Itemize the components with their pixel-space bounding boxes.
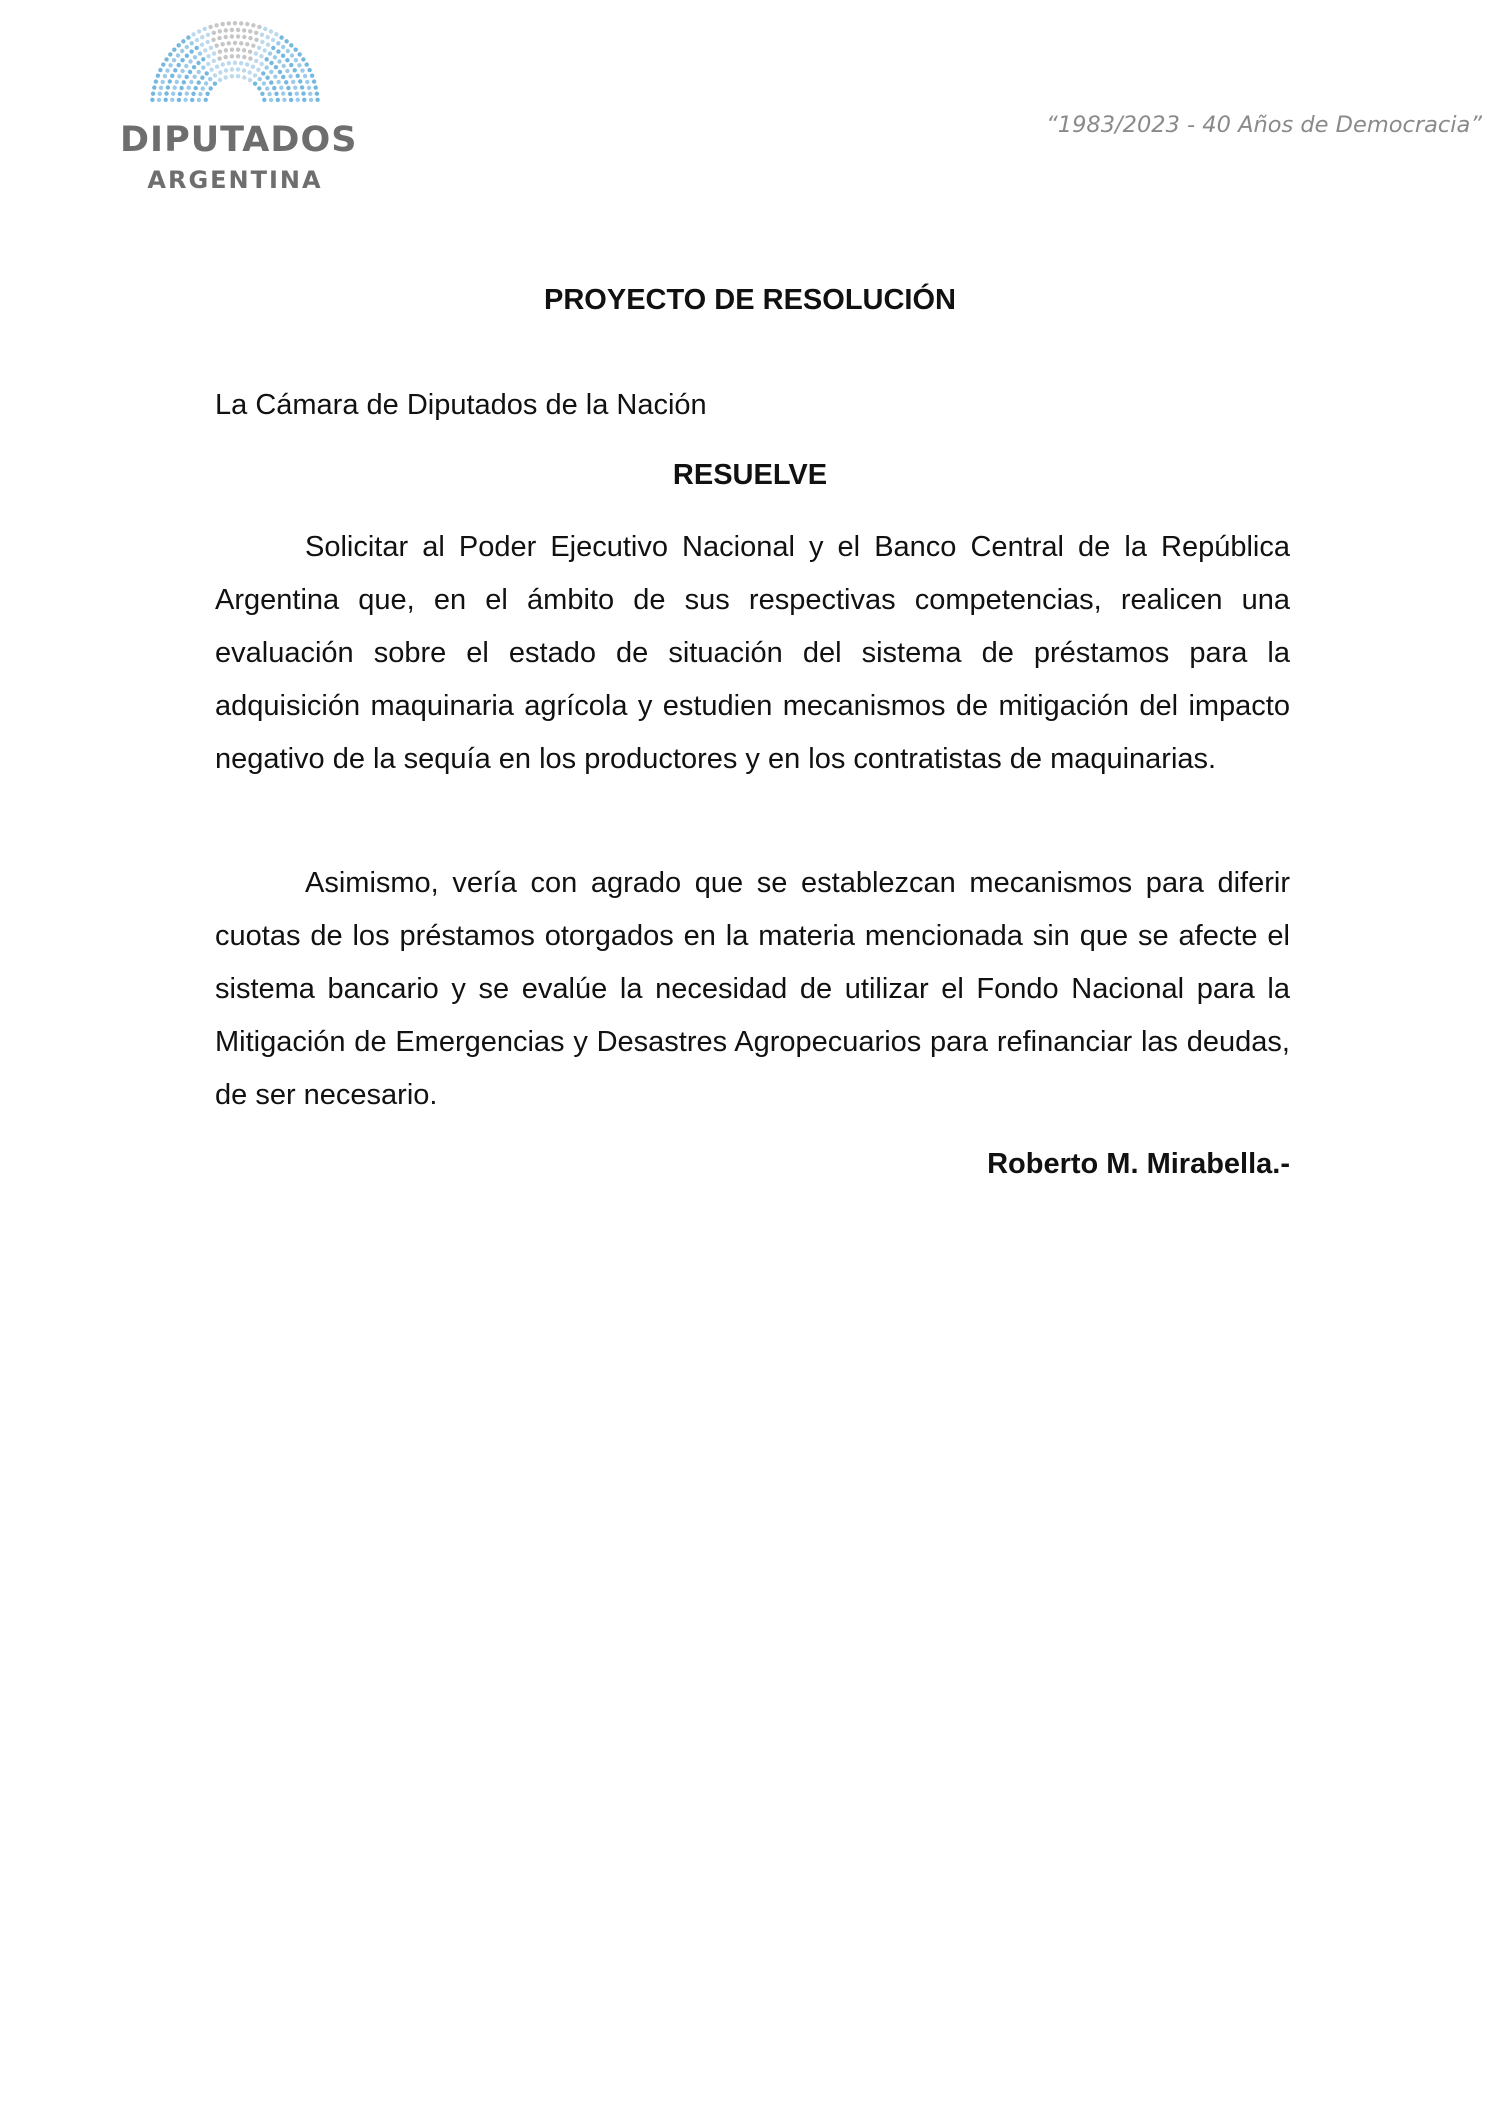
seat-dot <box>269 98 273 102</box>
seat-dot <box>314 85 318 89</box>
seat-dot <box>185 54 189 58</box>
seat-dot <box>190 41 194 45</box>
seat-dot <box>227 61 231 65</box>
seat-dot <box>293 68 297 72</box>
seat-dot <box>269 61 273 65</box>
document-title: PROYECTO DE RESOLUCIÓN <box>544 284 956 316</box>
seat-dot <box>289 63 293 67</box>
seat-dot <box>294 58 298 62</box>
seat-dot <box>208 77 212 81</box>
seat-dot <box>310 74 314 78</box>
seat-dot <box>177 98 181 102</box>
seat-dot <box>248 70 252 74</box>
seat-dot <box>193 75 197 79</box>
seat-dot <box>239 61 243 65</box>
seat-dot <box>267 92 271 96</box>
seat-dot <box>230 54 234 58</box>
seat-dot <box>154 79 158 83</box>
seat-dot <box>256 68 260 72</box>
seat-dot <box>257 25 261 29</box>
seat-dot <box>315 92 319 96</box>
seat-dot <box>224 35 228 39</box>
seat-dot <box>224 75 228 79</box>
seat-dot <box>251 65 255 69</box>
seat-dot <box>201 65 205 69</box>
seat-dot <box>309 98 313 102</box>
seat-dot <box>161 62 165 66</box>
seat-dot <box>218 70 222 74</box>
seat-dot <box>294 48 298 52</box>
seat-dot <box>204 81 208 85</box>
seat-dot <box>212 31 216 35</box>
seat-dot <box>271 46 275 50</box>
seat-dot <box>265 57 269 61</box>
seat-dot <box>224 28 228 32</box>
seat-dot <box>218 50 222 54</box>
seat-dot <box>187 86 191 90</box>
seat-dot <box>260 33 264 37</box>
seat-dot <box>233 41 237 45</box>
seat-dot <box>289 43 293 47</box>
seat-dot <box>274 65 278 69</box>
seat-dot <box>217 56 221 60</box>
seat-dot <box>213 73 217 77</box>
seat-dot <box>248 56 252 60</box>
logo-name: DIPUTADOS <box>120 120 358 160</box>
seat-dot <box>239 41 243 45</box>
seat-dot <box>165 68 169 72</box>
seat-dot <box>258 77 262 81</box>
seat-dot <box>248 29 252 33</box>
seat-dot <box>259 54 263 58</box>
seat-dot <box>284 80 288 84</box>
seat-dot <box>257 86 261 90</box>
seat-dot <box>158 92 162 96</box>
seat-dot <box>179 86 183 90</box>
seat-dot <box>305 62 309 66</box>
seat-dot <box>274 92 278 96</box>
seat-dot <box>303 74 307 78</box>
seat-dot <box>263 48 267 52</box>
seat-dot <box>239 21 243 25</box>
seat-dot <box>276 80 280 84</box>
seat-dot <box>291 80 295 84</box>
seat-dot <box>265 65 269 69</box>
seat-dot <box>296 74 300 78</box>
seat-dot <box>177 43 181 47</box>
seat-dot <box>197 80 201 84</box>
seat-dot <box>254 38 258 42</box>
seat-dot <box>152 85 156 89</box>
seat-dot <box>188 59 192 63</box>
seat-dot <box>285 69 289 73</box>
seat-dot <box>266 35 270 39</box>
seat-dot <box>307 86 311 90</box>
seat-dot <box>198 51 202 55</box>
seat-dot <box>242 35 246 39</box>
seat-dot <box>168 63 172 67</box>
seat-dot <box>254 59 258 63</box>
seat-dot <box>297 63 301 67</box>
seat-dot <box>315 98 319 102</box>
seat-dot <box>276 49 280 53</box>
seat-dot <box>307 68 311 72</box>
seat-dot <box>205 40 209 44</box>
seat-dot <box>218 78 222 82</box>
seat-dot <box>248 78 252 82</box>
seat-dot <box>290 53 294 57</box>
seat-dot <box>189 80 193 84</box>
seat-dot <box>171 92 175 96</box>
seat-dot <box>277 59 281 63</box>
seat-dot <box>269 29 273 33</box>
seat-dot <box>180 58 184 62</box>
seat-dot <box>224 48 228 52</box>
seat-dot <box>253 73 257 77</box>
seat-dot <box>269 80 273 84</box>
seat-dot <box>201 86 205 90</box>
seat-dot <box>206 33 210 37</box>
seat-dot <box>278 70 282 74</box>
seat-dot <box>168 79 172 83</box>
seat-dot <box>269 70 273 74</box>
seat-dot <box>185 91 189 95</box>
seat-dot <box>186 35 190 39</box>
seat-dot <box>281 45 285 49</box>
seat-dot <box>163 74 167 78</box>
seat-dot <box>212 59 216 63</box>
seat-dot <box>195 38 199 42</box>
seat-dot <box>242 75 246 79</box>
seat-dot <box>268 51 272 55</box>
seat-dot <box>260 40 264 44</box>
seat-dot <box>172 58 176 62</box>
seat-dot <box>170 74 174 78</box>
seat-dot <box>159 86 163 90</box>
seat-dot <box>285 58 289 62</box>
seat-dot <box>170 98 174 102</box>
seat-dot <box>185 45 189 49</box>
seat-dot <box>173 68 177 72</box>
signature: Roberto M. Mirabella.- <box>987 1148 1290 1180</box>
seat-dot <box>158 68 162 72</box>
seat-dot <box>208 25 212 29</box>
seat-dot <box>305 80 309 84</box>
seat-dot <box>209 68 213 72</box>
seat-dot <box>288 74 292 78</box>
seat-dot <box>271 38 275 42</box>
chamber-line: La Cámara de Diputados de la Nación <box>215 389 707 421</box>
seat-dot <box>293 86 297 90</box>
seat-dot <box>242 28 246 32</box>
seat-dot <box>272 86 276 90</box>
seat-dot <box>245 62 249 66</box>
seat-dot <box>177 74 181 78</box>
seat-dot <box>301 57 305 61</box>
seat-dot <box>230 28 234 32</box>
seat-dot <box>273 55 277 59</box>
seat-dot <box>203 48 207 52</box>
seat-dot <box>188 70 192 74</box>
seat-dot <box>230 34 234 38</box>
seat-dot <box>254 31 258 35</box>
seat-dot <box>242 55 246 59</box>
seat-dot <box>185 75 189 79</box>
seat-dot <box>221 62 225 66</box>
resolution-paragraph-1: Solicitar al Poder Ejecutivo Nacional y el Banco Central de la República Argentina que, en el ámbito de sus respectivas competencias, realicen una evaluación sobre el estado de situación del sistema de préstamos para la adquisición maquinaria agrícola y estudien mecanismos de mitigación del impacto negativo de la sequía en los productores y en los contratistas de maquinarias. <box>215 531 1290 775</box>
seat-dot <box>281 75 285 79</box>
seat-dot <box>203 27 207 31</box>
seat-dot <box>209 86 213 90</box>
seat-dot <box>279 86 283 90</box>
seat-dot <box>245 22 249 26</box>
seat-dot <box>200 76 204 80</box>
seat-dot <box>175 80 179 84</box>
seat-dot <box>298 52 302 56</box>
logo-country: ARGENTINA <box>147 166 323 194</box>
seat-dot <box>172 48 176 52</box>
seat-dot <box>281 54 285 58</box>
resolution-paragraph-2: Asimismo, vería con agrado que se establezcan mecanismos para diferir cuotas de los préstamos otorgados en la materia mencionada sin que se afecte el sistema bancario y se evalúe la necesidad de utilizar el Fondo Nacional para la Mitigación de Emergencias y Desastres Agropecuarios para refinanciar las deudas, de ser necesario. <box>215 867 1290 1111</box>
seat-dot <box>242 48 246 52</box>
seat-dot <box>215 44 219 48</box>
header-motto: “1983/2023 - 40 Años de Democracia” <box>1046 112 1482 138</box>
seat-dot <box>161 80 165 84</box>
seat-dot <box>166 85 170 89</box>
seat-dot <box>183 98 187 102</box>
seat-dot <box>312 79 316 83</box>
seat-dot <box>191 32 195 36</box>
seat-dot <box>248 50 252 54</box>
seat-dot <box>215 65 219 69</box>
seat-dot <box>276 41 280 45</box>
seat-dot <box>236 74 240 78</box>
seat-dot <box>236 67 240 71</box>
seat-dot <box>281 91 285 95</box>
seat-dot <box>182 80 186 84</box>
seat-dot <box>265 76 269 80</box>
seat-dot <box>245 42 249 46</box>
seat-dot <box>300 85 304 89</box>
seat-dot <box>298 79 302 83</box>
seat-dot <box>209 46 213 50</box>
seat-dot <box>288 92 292 96</box>
seat-dot <box>224 68 228 72</box>
seat-dot <box>201 57 205 61</box>
seat-dot <box>295 92 299 96</box>
seat-dot <box>197 98 201 102</box>
seat-dot <box>197 29 201 33</box>
seat-dot <box>273 75 277 79</box>
seat-dot <box>265 86 269 90</box>
seat-dot <box>276 98 280 102</box>
diputados-logo <box>120 14 360 194</box>
seat-dot <box>251 23 255 27</box>
seat-dot <box>198 92 202 96</box>
seat-dot <box>236 28 240 32</box>
seat-dot <box>150 98 154 102</box>
seat-dot <box>197 70 201 74</box>
seat-dot <box>279 35 283 39</box>
seat-dot <box>218 29 222 33</box>
seat-dot <box>213 82 217 86</box>
seat-dot <box>151 92 155 96</box>
seat-dot <box>211 38 215 42</box>
seat-dot <box>236 34 240 38</box>
seat-dot <box>282 98 286 102</box>
seat-dot <box>189 49 193 53</box>
seat-dot <box>230 67 234 71</box>
seat-dot <box>212 51 216 55</box>
seat-dot <box>301 91 305 95</box>
chamber-seats-icon <box>150 14 320 109</box>
seat-dot <box>308 92 312 96</box>
seat-dot <box>230 48 234 52</box>
seat-dot <box>274 32 278 36</box>
seat-dot <box>190 98 194 102</box>
seat-dot <box>176 53 180 57</box>
seat-dot <box>282 64 286 68</box>
seat-dot <box>204 98 208 102</box>
seat-dot <box>286 86 290 90</box>
seat-dot <box>227 21 231 25</box>
seat-dot <box>257 46 261 50</box>
seat-dot <box>194 86 198 90</box>
seat-dot <box>205 71 209 75</box>
seat-dot <box>233 21 237 25</box>
seat-dot <box>200 43 204 47</box>
seat-dot <box>191 92 195 96</box>
seat-dot <box>296 98 300 102</box>
seat-dot <box>156 74 160 78</box>
seat-dot <box>164 98 168 102</box>
seat-dot <box>262 81 266 85</box>
seat-dot <box>233 61 237 65</box>
seat-dot <box>236 54 240 58</box>
seat-dot <box>181 39 185 43</box>
seat-dot <box>286 49 290 53</box>
seat-dot <box>206 54 210 58</box>
seat-dot <box>214 23 218 27</box>
seat-dot <box>284 39 288 43</box>
seat-dot <box>221 22 225 26</box>
seat-dot <box>251 44 255 48</box>
seat-dot <box>206 62 210 66</box>
seat-dot <box>230 74 234 78</box>
seat-dot <box>193 55 197 59</box>
seat-dot <box>300 68 304 72</box>
seat-dot <box>289 98 293 102</box>
seat-dot <box>266 43 270 47</box>
seat-dot <box>253 82 257 86</box>
seat-dot <box>242 68 246 72</box>
seat-dot <box>236 48 240 52</box>
seat-dot <box>184 64 188 68</box>
seat-dot <box>263 27 267 31</box>
seat-dot <box>196 61 200 65</box>
seat-dot <box>180 69 184 73</box>
seat-dot <box>178 92 182 96</box>
seat-dot <box>221 42 225 46</box>
seat-dot <box>168 52 172 56</box>
seat-dot <box>164 57 168 61</box>
seat-dot <box>173 86 177 90</box>
resolve-heading: RESUELVE <box>672 459 828 491</box>
seat-dot <box>192 65 196 69</box>
seat-dot <box>302 98 306 102</box>
seat-dot <box>248 36 252 40</box>
seat-dot <box>260 62 264 66</box>
seat-dot <box>262 98 266 102</box>
seat-dot <box>164 91 168 95</box>
seat-dot <box>227 41 231 45</box>
seat-dot <box>254 51 258 55</box>
seat-dot <box>260 92 264 96</box>
seat-dot <box>224 55 228 59</box>
seat-dot <box>177 63 181 67</box>
seat-dot <box>205 92 209 96</box>
seat-dot <box>217 36 221 40</box>
seat-dot <box>180 49 184 53</box>
seat-dot <box>157 98 161 102</box>
seat-dot <box>261 71 265 75</box>
seat-dot <box>200 35 204 39</box>
seat-dot <box>195 46 199 50</box>
